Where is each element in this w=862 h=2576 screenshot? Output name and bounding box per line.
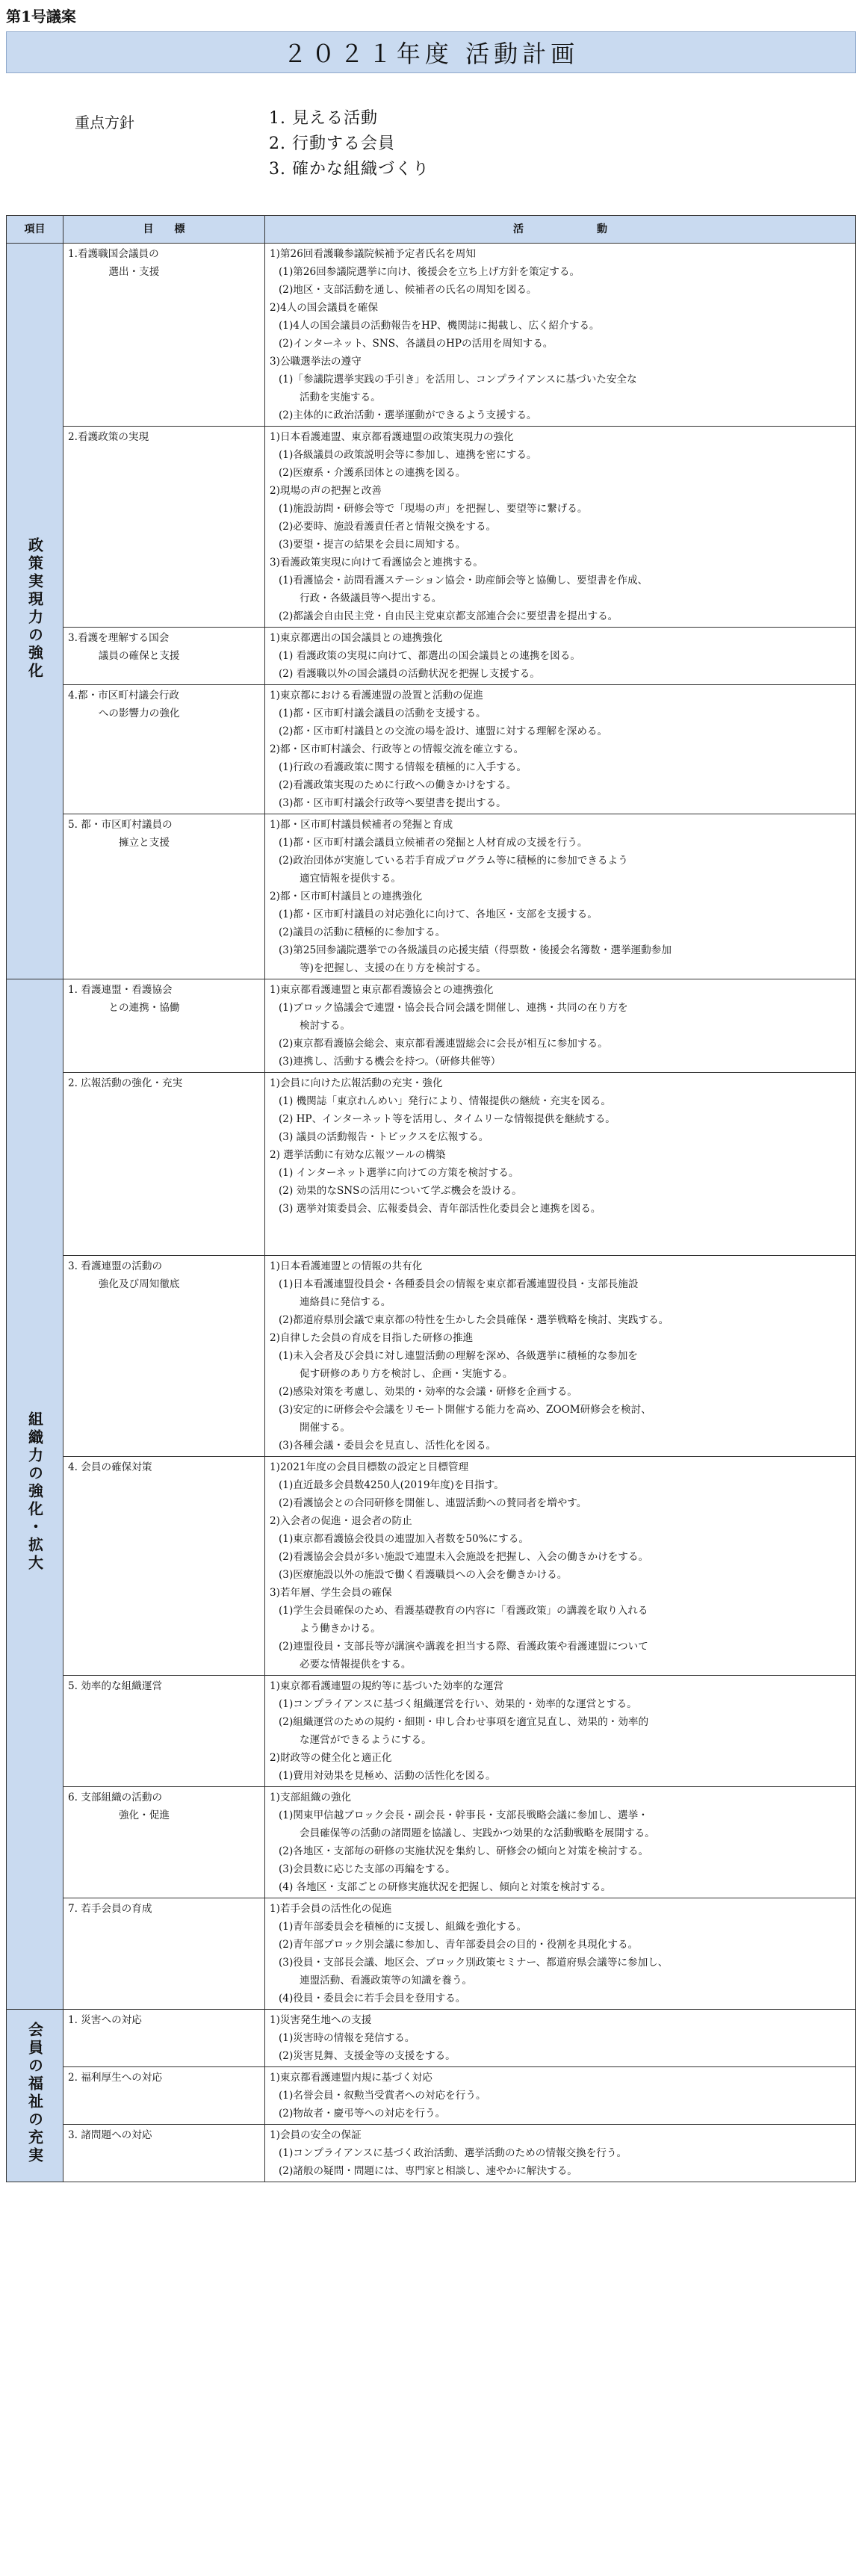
goal-cell: 2. 広報活動の強化・充実: [63, 1073, 265, 1256]
activity-line: 等)を把握し、支援の在り方を検討する。: [300, 962, 486, 974]
activity-line: (2)看護協会との合同研修を開催し、連盟活動への賛同者を増やす。: [279, 1497, 587, 1509]
activity-line: (1)未入会者及び会員に対し連盟活動の理解を深め、各級選挙に積極的な参加を: [279, 1350, 638, 1362]
table-row: [7, 1073, 856, 1256]
activity-line: (2)都道府県別会議で東京都の特性を生かした会員確保・選挙戦略を検討、実践する。: [279, 1314, 669, 1326]
activity-line: (2)組織運営のための規約・細則・申し合わせ事項を適宜見直し、効果的・効率的: [279, 1716, 649, 1728]
table-row: [7, 2067, 856, 2125]
activity-line: 1)災害発生地への支援: [270, 2014, 372, 2026]
activity-line: 1)都・区市町村議員候補者の発掘と育成: [270, 819, 453, 831]
activity-line: 1)日本看護連盟、東京都看護連盟の政策実現力の強化: [270, 431, 514, 443]
activity-line: (1)東京都看護協会役員の連盟加入者数を50%にする。: [279, 1533, 529, 1545]
activity-line: 1)日本看護連盟との情報の共有化: [270, 1260, 423, 1272]
activity-line: (2)感染対策を考慮し、効果的・効率的な会議・研修を企画する。: [279, 1386, 577, 1398]
goal-cell: 4.都・市区町村議会行政 への影響力の強化: [63, 685, 265, 814]
activity-cell: [265, 979, 856, 1073]
activity-line: (2)災害見舞、支援金等の支援をする。: [279, 2050, 456, 2062]
activity-line: (2)物故者・慶弔等への対応を行う。: [279, 2108, 446, 2120]
activity-line: (1)4人の国会議員の活動報告をHP、機関誌に掲載し、広く紹介する。: [279, 320, 600, 332]
activity-line: 2)都・区市町村議会、行政等との情報交流を確立する。: [270, 743, 524, 755]
activity-line: 1)第26回看護職参議院候補予定者氏名を周知: [270, 248, 476, 260]
header-goal: 目 標: [63, 216, 265, 244]
table-row: [7, 628, 856, 685]
table-row: [7, 979, 856, 1073]
activity-line: (1)都・区市町村議会議員立候補者の発掘と人材育成の支援を行う。: [279, 837, 588, 849]
policy-item: 1. 見える活動: [269, 109, 378, 128]
table-body: [7, 244, 856, 2182]
activity-line: (1)都・区市町村議会議員の活動を支援する。: [279, 708, 486, 719]
activity-line: (2)議員の活動に積極的に参加する。: [279, 926, 446, 938]
activity-line: (2) 看護職以外の国会議員の活動状況を把握し支援する。: [279, 668, 540, 680]
activity-line: 3)若年層、学生会員の確保: [270, 1587, 392, 1599]
activity-plan-table: [6, 215, 856, 2182]
goal-cell: 5. 効率的な組織運営: [63, 1676, 265, 1787]
activity-line: 開催する。: [300, 1422, 350, 1434]
activity-line: 3)公職選挙法の遵守: [270, 356, 362, 368]
activity-cell: [265, 244, 856, 427]
activity-cell: [265, 685, 856, 814]
header-item: 項目: [7, 216, 63, 244]
activity-line: (1)直近最多会員数4250人(2019年度)を目指す。: [279, 1479, 504, 1491]
page-title: ２０２１年度 活動計画: [6, 31, 856, 73]
activity-line: 1)東京都看護連盟の規約等に基づいた効率的な運営: [270, 1680, 504, 1692]
goal-cell: 1. 看護連盟・看護協会 との連携・協働: [63, 979, 265, 1073]
activity-cell: [265, 1898, 856, 2010]
goal-cell: 3. 看護連盟の活動の 強化及び周知徹底: [63, 1256, 265, 1457]
activity-line: (2)医療系・介護系団体との連携を図る。: [279, 467, 466, 479]
goal-cell: 3.看護を理解する国会 議員の確保と支援: [63, 628, 265, 685]
activity-line: 2)4人の国会議員を確保: [270, 302, 378, 314]
header-activity: 活 動: [265, 216, 856, 244]
table-row: [7, 814, 856, 979]
activity-line: (1) 看護政策の実現に向けて、都選出の国会議員との連携を図る。: [279, 650, 580, 662]
section-item: [7, 244, 63, 979]
activity-line: 1)東京都における看護連盟の設置と活動の促進: [270, 690, 483, 702]
activity-cell: [265, 427, 856, 628]
activity-cell: [265, 1787, 856, 1898]
policy-list: [269, 106, 430, 182]
activity-cell: [265, 814, 856, 979]
section-item-label: 政策実現力の強化: [25, 537, 44, 681]
activity-line: (1)ブロック協議会で連盟・協会長合同会議を開催し、連携・共同の在り方を: [279, 1002, 628, 1014]
activity-line: (1)学生会員確保のため、看護基礎教育の内容に「看護政策」の講義を取り入れる: [279, 1605, 648, 1617]
activity-line: (1)コンプライアンスに基づく政治活動、選挙活動のための情報交換を行う。: [279, 2147, 627, 2159]
table-row: [7, 244, 856, 427]
activity-line: (2)必要時、施設看護責任者と情報交換をする。: [279, 521, 497, 533]
activity-line: (1)青年部委員会を積極的に支援し、組織を強化する。: [279, 1921, 527, 1933]
table-row: [7, 2010, 856, 2067]
activity-line: 1)東京都選出の国会議員との連携強化: [270, 632, 443, 644]
activity-line: (2)主体的に政治活動・選挙運動ができるよう支援する。: [279, 409, 537, 421]
activity-line: 2) 選挙活動に有効な広報ツールの構築: [270, 1149, 446, 1161]
goal-cell: 2.看護政策の実現: [63, 427, 265, 628]
activity-line: 必要な情報提供をする。: [300, 1659, 412, 1671]
activity-line: (1)第26回参議院選挙に向け、後援会を立ち上げ方針を策定する。: [279, 266, 580, 278]
activity-line: (1)関東甲信越ブロック会長・副会長・幹事長・支部長戦略会議に参加し、選挙・: [279, 1809, 648, 1821]
activity-line: 1)若手会員の活性化の促進: [270, 1903, 392, 1915]
activity-line: (3)第25回参議院選挙での各級議員の応援実績（得票数・後援会名簿数・選挙運動参加: [279, 944, 672, 956]
activity-line: 会員確保等の活動の諸問題を協議し、実践かつ効果的な活動戦略を展開する。: [300, 1827, 655, 1839]
activity-line: (1)行政の看護政策に関する情報を積極的に入手する。: [279, 761, 527, 773]
activity-line: (2)看護協会会員が多い施設で連盟未入会施設を把握し、入会の働きかけをする。: [279, 1551, 649, 1563]
activity-line: (2)都・区市町村議員との交流の場を設け、連盟に対する理解を深める。: [279, 725, 608, 737]
goal-cell: 2. 福利厚生への対応: [63, 2067, 265, 2125]
activity-line: [270, 1218, 851, 1236]
goal-cell: 1. 災害への対応: [63, 2010, 265, 2067]
activity-line: 2)都・区市町村議員との連携強化: [270, 891, 423, 902]
activity-line: (2)各地区・支部毎の研修の実施状況を集約し、研修会の傾向と対策を検討する。: [279, 1845, 649, 1857]
goal-cell: 5. 都・市区町村議員の 擁立と支援: [63, 814, 265, 979]
activity-line: な運営ができるようにする。: [300, 1734, 432, 1746]
section-item: [7, 979, 63, 2010]
activity-line: (2) HP、インターネット等を活用し、タイムリーな情報提供を継続する。: [279, 1113, 616, 1125]
activity-line: 連絡員に発信する。: [300, 1296, 391, 1308]
activity-cell: [265, 1073, 856, 1256]
activity-cell: [265, 628, 856, 685]
policy-item: 2. 行動する会員: [269, 134, 395, 153]
activity-line: (1)コンプライアンスに基づく組織運営を行い、効果的・効率的な運営とする。: [279, 1698, 637, 1710]
activity-cell: [265, 2125, 856, 2182]
activity-line: よう働きかける。: [300, 1623, 381, 1635]
activity-line: (1)日本看護連盟役員会・各種委員会の情報を東京都看護連盟役員・支部長施設: [279, 1278, 639, 1290]
activity-line: (3)各種会議・委員会を見直し、活性化を図る。: [279, 1440, 497, 1452]
goal-cell: 6. 支部組織の活動の 強化・促進: [63, 1787, 265, 1898]
activity-cell: [265, 1256, 856, 1457]
activity-line: (3)医療施設以外の施設で働く看護職員への入会を働きかける。: [279, 1569, 568, 1581]
activity-line: (3)安定的に研修会や会議をリモート開催する能力を高め、ZOOM研修会を検討、: [279, 1404, 651, 1416]
activity-line: 1)2021年度の会員目標数の設定と目標管理: [270, 1461, 469, 1473]
table-row: [7, 2125, 856, 2182]
section-item: [7, 2010, 63, 2182]
activity-line: (2)諸般の疑問・問題には、専門家と相談し、速やかに解決する。: [279, 2165, 577, 2177]
activity-cell: [265, 1676, 856, 1787]
activity-line: (2)看護政策実現のために行政への働きかけをする。: [279, 779, 517, 791]
activity-line: (3)役員・支部長会議、地区会、ブロック別政策セミナー、都道府県会議等に参加し、: [279, 1957, 669, 1969]
section-item-label: 組織力の強化・拡大: [25, 1411, 44, 1573]
activity-line: (1)各級議員の政策説明会等に参加し、連携を密にする。: [279, 449, 537, 461]
activity-line: 活動を実施する。: [300, 391, 381, 403]
table-row: [7, 427, 856, 628]
activity-line: (1)名誉会員・叙勲当受賞者への対応を行う。: [279, 2090, 486, 2102]
activity-line: (3)要望・提言の結果を会員に周知する。: [279, 539, 466, 551]
activity-line: (2)地区・支部活動を通し、候補者の氏名の周知を図る。: [279, 284, 537, 296]
activity-line: 行政・各級議員等へ提出する。: [300, 592, 442, 604]
activity-line: 検討する。: [300, 1020, 350, 1032]
goal-cell: 4. 会員の確保対策: [63, 1457, 265, 1676]
table-row: [7, 1787, 856, 1898]
activity-line: 1)会員に向けた広報活動の充実・強化: [270, 1077, 443, 1089]
activity-line: (2)インターネット、SNS、各議員のHPの活用を周知する。: [279, 338, 554, 350]
activity-cell: [265, 1457, 856, 1676]
activity-line: (2) 効果的なSNSの活用について学ぶ機会を設ける。: [279, 1185, 522, 1197]
activity-line: (1)施設訪問・研修会等で「現場の声」を把握し、要望等に繋げる。: [279, 503, 588, 515]
activity-line: (1)都・区市町村議員の対応強化に向けて、各地区・支部を支援する。: [279, 908, 598, 920]
activity-line: (3)都・区市町村議会行政等へ要望書を提出する。: [279, 797, 506, 809]
activity-line: 2)財政等の健全化と適正化: [270, 1752, 392, 1764]
activity-line: 1)支部組織の強化: [270, 1792, 352, 1803]
activity-line: 適宜情報を提供する。: [300, 873, 401, 885]
policy-item: 3. 確かな組織づくり: [269, 160, 430, 179]
activity-line: (3) 議員の活動報告・トピックスを広報する。: [279, 1131, 489, 1143]
activity-line: 2)自律した会員の育成を目指した研修の推進: [270, 1332, 474, 1344]
activity-line: (1)災害時の情報を発信する。: [279, 2032, 415, 2044]
activity-line: 1)東京都看護連盟内規に基づく対応: [270, 2072, 432, 2084]
activity-line: (3)連携し、活動する機会を持つ。（研修共催等）: [279, 1056, 501, 1068]
activity-line: 3)看護政策実現に向けて看護協会と連携する。: [270, 557, 483, 569]
goal-cell: 1.看護職国会議員の 選出・支援: [63, 244, 265, 427]
policy-label: 重点方針: [75, 114, 134, 131]
activity-cell: [265, 2010, 856, 2067]
table-row: [7, 685, 856, 814]
activity-line: 連盟活動、看護政策等の知識を養う。: [300, 1975, 473, 1987]
goal-cell: 7. 若手会員の育成: [63, 1898, 265, 2010]
activity-line: (3) 選挙対策委員会、広報委員会、青年部活性化委員会と連携を図る。: [279, 1203, 601, 1215]
activity-line: [270, 1236, 851, 1254]
agenda-number: 第1号議案: [6, 7, 76, 25]
activity-line: (2)連盟役員・支部長等が講演や講義を担当する際、看護政策や看護連盟について: [279, 1641, 648, 1653]
activity-line: 2)入会者の促進・退会者の防止: [270, 1515, 412, 1527]
activity-line: (1) インターネット選挙に向けての方策を検討する。: [279, 1167, 519, 1179]
activity-line: 2)現場の声の把握と改善: [270, 485, 382, 497]
activity-line: 促す研修のあり方を検討し、企画・実施する。: [300, 1368, 513, 1380]
activity-line: (2)青年部ブロック別会議に参加し、青年部委員会の目的・役割を具現化する。: [279, 1939, 639, 1951]
activity-line: 1)会員の安全の保証: [270, 2129, 362, 2141]
activity-cell: [265, 2067, 856, 2125]
activity-line: (1) 機関誌「東京れんめい」発行により、情報提供の継続・充実を図る。: [279, 1095, 611, 1107]
activity-line: (2)東京都看護協会総会、東京都看護連盟総会に会長が相互に参加する。: [279, 1038, 608, 1050]
table-row: [7, 1676, 856, 1787]
table-row: [7, 1256, 856, 1457]
goal-cell: 3. 諸問題への対応: [63, 2125, 265, 2182]
activity-line: (4) 各地区・支部ごとの研修実施状況を把握し、傾向と対策を検討する。: [279, 1881, 611, 1893]
table-header-row: [7, 216, 856, 244]
table-row: [7, 1457, 856, 1676]
table-row: [7, 1898, 856, 2010]
activity-line: (2)都議会自由民主党・自由民主党東京都支部連合会に要望書を提出する。: [279, 610, 618, 622]
activity-line: (2)政治団体が実施している若手育成プログラム等に積極的に参加できるよう: [279, 855, 628, 867]
activity-line: 1)東京都看護連盟と東京都看護協会との連携強化: [270, 984, 494, 996]
activity-line: (3)会員数に応じた支部の再編をする。: [279, 1863, 456, 1875]
section-item-label: 会員の福祉の充実: [25, 2022, 44, 2165]
activity-line: (4)役員・委員会に若手会員を登用する。: [279, 1993, 466, 2004]
activity-line: (1)費用対効果を見極め、活動の活性化を図る。: [279, 1770, 496, 1782]
activity-line: (1)看護協会・訪問看護ステーション協会・助産師会等と協働し、要望書を作成、: [279, 575, 648, 586]
activity-line: (1)「参議院選挙実践の手引き」を活用し、コンプライアンスに基づいた安全な: [279, 374, 637, 386]
